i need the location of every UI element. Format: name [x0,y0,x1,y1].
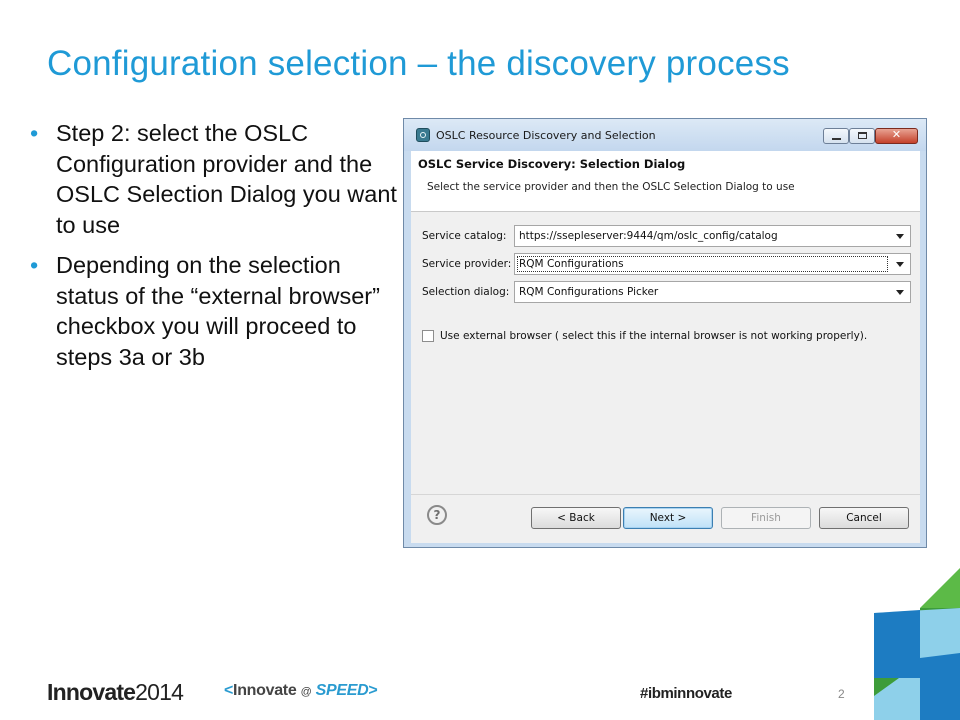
maximize-button[interactable] [849,128,875,144]
bullet-item [30,118,400,240]
window-title: OSLC Resource Discovery and Selection [436,129,656,142]
brand-name: Innovate [47,679,136,705]
app-icon [416,128,430,142]
discovery-dialog-window [403,118,927,548]
window-titlebar[interactable] [404,119,926,151]
tagline-word: Innovate [233,682,297,699]
bullet-text: Step 2: select the OSLC Configuration provider and the OSLC Selection Dialog you want to use [56,120,397,238]
slide-title: Configuration selection – the discovery process [47,44,790,83]
selection-dialog-label: Selection dialog: [422,286,510,298]
dialog-footer [411,494,920,543]
service-provider-row [411,253,920,275]
selection-dialog-value: RQM Configurations Picker [519,286,659,298]
close-button[interactable] [875,128,918,144]
brand-year: 2014 [135,679,184,705]
close-icon: ✕ [891,128,902,141]
chevron-down-icon[interactable] [893,282,907,302]
selection-dialog-select[interactable] [514,281,911,303]
hashtag: #ibminnovate [640,685,732,702]
bullet-icon: • [30,252,39,278]
tagline-speed: SPEED [315,682,369,699]
dialog-header-subtitle: Select the service provider and then the OSLC Selection Dialog to use [427,181,795,193]
bullet-list [30,118,400,382]
tagline-at: @ [300,686,312,698]
bullet-item [30,250,400,372]
service-catalog-row [411,225,920,247]
external-browser-label[interactable]: Use external browser ( select this if the internal browser is not working properly). [440,330,868,342]
minimize-button[interactable] [823,128,849,144]
bullet-text: Depending on the selection status of the “external browser” checkbox you will proceed to steps 3a or 3b [56,252,380,370]
dialog-header-title: OSLC Service Discovery: Selection Dialog [418,157,686,171]
service-provider-value: RQM Configurations [519,258,886,270]
innovate-brand [47,679,183,706]
next-button[interactable]: Next > [623,507,713,529]
chevron-down-icon[interactable] [893,254,907,274]
logo-blue-lower-shape [920,653,960,720]
ibm-innovate-logo-icon [874,568,960,720]
chevron-down-icon[interactable] [893,226,907,246]
page-number: 2 [838,687,845,701]
service-catalog-value: https://ssepleserver:9444/qm/oslc_config/catalog [519,230,778,242]
logo-green-shape [920,568,960,608]
selection-dialog-row [411,281,920,303]
service-catalog-label: Service catalog: [422,230,507,242]
innovate-at-speed-tagline [224,682,377,700]
external-browser-checkbox[interactable] [422,330,434,342]
minimize-icon [832,138,841,140]
tagline-close-chevron: > [368,682,378,699]
dialog-body [411,212,920,494]
service-provider-select[interactable] [514,253,911,275]
service-provider-label: Service provider: [422,258,512,270]
bullet-icon: • [30,120,39,146]
help-icon[interactable]: ? [427,505,447,525]
logo-blue-shape [874,610,920,678]
dialog-header [411,151,920,212]
service-catalog-select[interactable] [514,225,911,247]
cancel-button[interactable]: Cancel [819,507,909,529]
finish-button[interactable]: Finish [721,507,811,529]
tagline-open-chevron: < [224,682,234,699]
back-button[interactable]: < Back [531,507,621,529]
maximize-icon [858,132,867,139]
